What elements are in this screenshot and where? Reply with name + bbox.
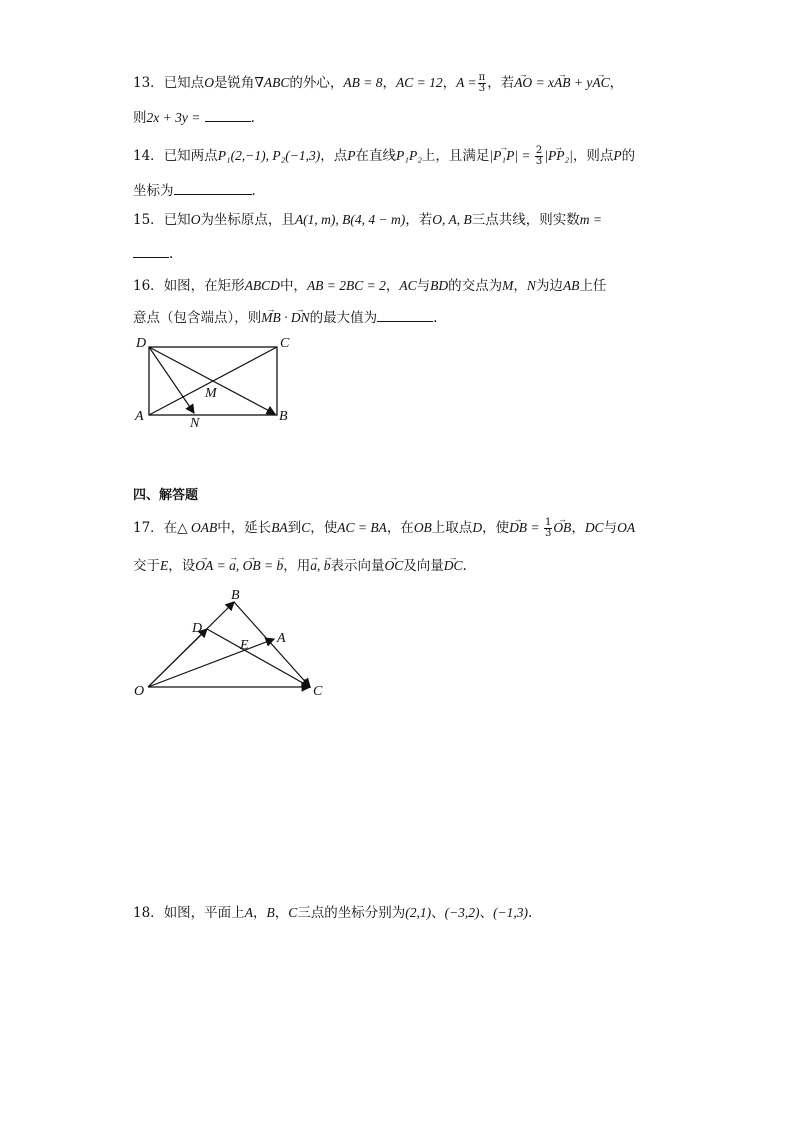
text: 在直线	[355, 148, 397, 164]
answer-blank[interactable]	[205, 107, 251, 122]
text: 意点（包含端点），则	[133, 310, 262, 326]
text: 交于	[133, 558, 160, 574]
fraction-numerator: π	[478, 72, 486, 83]
label-m: M	[205, 386, 217, 401]
text: .	[462, 558, 467, 574]
question-18	[133, 903, 693, 923]
vector: → OB	[553, 518, 571, 538]
math: O, A, B	[432, 212, 472, 227]
text: 如图，在矩形	[163, 278, 245, 294]
label-e: E	[240, 638, 249, 653]
math: C	[288, 905, 298, 920]
fraction-denominator: 3	[535, 156, 543, 167]
vector-db	[149, 347, 275, 414]
question-number: 13．	[133, 75, 164, 91]
text: 与	[603, 520, 618, 536]
label-c: C	[280, 336, 290, 351]
text: 如图，平面上	[163, 905, 245, 921]
math: ,	[235, 558, 243, 573]
label-n: N	[190, 416, 200, 431]
math: M	[502, 278, 514, 293]
math: OB	[413, 520, 432, 535]
math: AC = BA	[337, 520, 387, 535]
text: 上任	[579, 278, 607, 294]
math: A(1, m), B(4, 4 − m)	[294, 212, 406, 227]
vector: → DC	[444, 556, 463, 576]
math: P	[613, 148, 622, 163]
math: BA	[271, 520, 288, 535]
text: 为边	[535, 278, 563, 294]
text: 中，延长	[217, 520, 272, 536]
label-d: D	[136, 336, 147, 351]
math: AB	[562, 278, 580, 293]
fraction-denominator: 3	[478, 83, 486, 94]
vector: → OA	[195, 556, 213, 576]
text: .	[433, 310, 438, 326]
math: AB = 2BC = 2	[306, 278, 386, 293]
math: =	[260, 558, 277, 573]
math: 2x + 3y =	[146, 110, 201, 125]
question-16-line-2	[133, 307, 693, 328]
text: ，	[252, 905, 267, 921]
math: OA	[617, 520, 636, 535]
text: ，设	[168, 558, 196, 574]
vector: → |P₁P|	[489, 146, 518, 166]
fraction-numerator: 1	[544, 517, 552, 528]
fraction-numerator: 2	[535, 145, 543, 156]
math: D	[472, 520, 483, 535]
text: 为坐标原点，且	[200, 212, 295, 228]
question-16	[133, 276, 693, 296]
text: 已知	[163, 212, 191, 228]
vector: → a	[310, 556, 317, 576]
label-a: A	[277, 631, 286, 646]
math: ,	[317, 558, 324, 573]
text: ，点	[320, 148, 348, 164]
label-c: C	[313, 684, 323, 699]
text: ，在	[386, 520, 414, 536]
vector: → b	[277, 556, 284, 576]
vector: → AC	[592, 73, 609, 93]
math: ∇ABC	[254, 75, 290, 90]
vector: → OC	[385, 556, 404, 576]
text: ，若	[487, 75, 515, 91]
question-15-line-2	[133, 243, 693, 264]
label-d: D	[192, 621, 203, 636]
math: P₁(2,−1), P₂(−1,3)	[217, 148, 321, 163]
text: .	[251, 183, 256, 199]
question-number: 16．	[133, 278, 164, 294]
math: (−1,3)	[493, 905, 529, 920]
text: ，则点	[572, 148, 614, 164]
text: ，	[274, 905, 289, 921]
question-number: 15．	[133, 212, 164, 228]
text: ，若	[405, 212, 433, 228]
text: 坐标为	[133, 183, 174, 199]
vector: → AO	[514, 73, 532, 93]
text: 上取点	[431, 520, 473, 536]
math: m =	[579, 212, 603, 227]
text: 、	[479, 905, 494, 921]
vector: → |PP₂|	[544, 146, 573, 166]
math: △ OAB	[177, 520, 218, 535]
text: ，使	[482, 520, 510, 536]
math: =	[213, 558, 230, 573]
math: O	[190, 212, 201, 227]
text: ，	[385, 278, 400, 294]
math: AB = 8	[343, 75, 383, 90]
fraction	[535, 146, 543, 167]
vector: → DB	[509, 518, 527, 538]
text: 已知两点	[163, 148, 218, 164]
math: C	[301, 520, 311, 535]
text: 到	[287, 520, 302, 536]
vector: → b	[324, 556, 331, 576]
fraction	[544, 518, 552, 539]
math: BD	[430, 278, 449, 293]
text: ，	[513, 278, 527, 294]
text: 已知点	[163, 75, 205, 91]
text: .	[169, 246, 174, 262]
text: .	[528, 905, 533, 921]
vector-oa	[148, 639, 274, 687]
fraction-denominator: 3	[544, 528, 552, 539]
math: =	[527, 520, 543, 535]
section-title: 四、解答题	[133, 488, 199, 503]
text: ，	[442, 75, 457, 91]
text: 中，	[279, 278, 307, 294]
math: ·	[280, 310, 291, 325]
text: 的交点为	[448, 278, 503, 294]
question-13	[133, 73, 693, 94]
text: ，用	[283, 558, 311, 574]
math: (−3,2)	[444, 905, 480, 920]
text: ，使	[310, 520, 338, 536]
question-14	[133, 146, 693, 167]
answer-blank[interactable]	[377, 307, 433, 322]
text: 及向量	[403, 558, 444, 574]
text: 上，且满足	[421, 148, 490, 164]
text: 则	[133, 110, 147, 126]
text: 、	[431, 905, 445, 921]
math: (2,1)	[405, 905, 432, 920]
math: P₁P₂	[396, 148, 422, 163]
math: ABCD	[244, 278, 280, 293]
math: AC	[399, 278, 417, 293]
text: ，	[571, 520, 585, 536]
text: ，	[609, 75, 624, 91]
math: DC	[584, 520, 604, 535]
text: ，	[382, 75, 396, 91]
text: 三点的坐标分别为	[297, 905, 406, 921]
math: O	[204, 75, 214, 90]
text: 在	[163, 520, 178, 536]
text: .	[250, 110, 255, 126]
question-15	[133, 210, 693, 230]
math: =	[518, 148, 534, 163]
question-17-line-2	[133, 556, 693, 576]
math: A	[244, 905, 253, 920]
label-o: O	[134, 684, 145, 699]
vector-od	[148, 629, 207, 687]
vector: → MB	[261, 308, 281, 328]
text: 的	[621, 148, 636, 164]
math: + y	[570, 75, 593, 90]
math: AC = 12	[395, 75, 443, 90]
text: 与	[416, 278, 431, 294]
math: = x	[532, 75, 555, 90]
answer-blank[interactable]	[133, 243, 169, 258]
fraction	[478, 73, 487, 94]
math: E	[160, 558, 169, 573]
text: 是锐角	[213, 75, 255, 91]
math: N	[526, 278, 536, 293]
question-13-line-2	[133, 107, 693, 128]
question-number: 17．	[133, 520, 164, 536]
math: B	[266, 905, 275, 920]
vector: → DN	[291, 308, 310, 328]
text: 表示向量	[330, 558, 385, 574]
text: 三点共线，则实数	[471, 212, 580, 228]
question-number: 14．	[133, 148, 164, 164]
question-number: 18．	[133, 905, 164, 921]
math: A =	[456, 75, 477, 90]
math: P	[347, 148, 356, 163]
vector: → a	[229, 556, 236, 576]
vector: → OB	[243, 556, 261, 576]
rectangle-figure	[130, 334, 290, 429]
text: 的外心，	[289, 75, 344, 91]
text: 的最大值为	[309, 310, 378, 326]
vector: → AB	[554, 73, 571, 93]
triangle-figure	[130, 585, 340, 705]
question-17	[133, 518, 693, 539]
label-b: B	[279, 409, 288, 424]
label-b: B	[231, 588, 240, 603]
answer-blank[interactable]	[174, 180, 252, 195]
question-14-line-2	[133, 180, 693, 201]
label-a: A	[135, 409, 144, 424]
